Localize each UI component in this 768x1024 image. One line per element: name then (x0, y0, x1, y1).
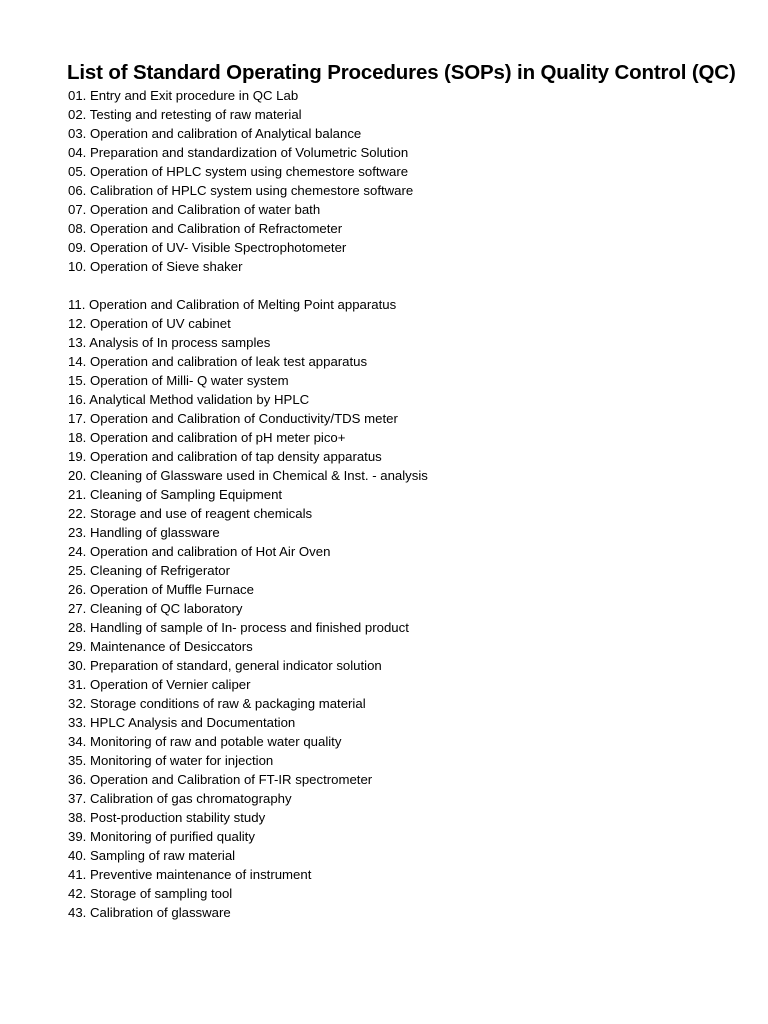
sop-list-group-2 (68, 295, 748, 922)
list-item: 15. Operation of Milli- Q water system (68, 373, 289, 388)
list-item: 43. Calibration of glassware (68, 905, 231, 920)
list-item: 12. Operation of UV cabinet (68, 316, 231, 331)
list-item: 20. Cleaning of Glassware used in Chemical & Inst. - analysis (68, 468, 428, 483)
list-item: 04. Preparation and standardization of Volumetric Solution (68, 145, 409, 160)
list-item: 03. Operation and calibration of Analytical balance (68, 126, 362, 141)
list-item: 22. Storage and use of reagent chemicals (68, 506, 313, 521)
list-item: 05. Operation of HPLC system using chemestore software (68, 164, 409, 179)
list-item: 21. Cleaning of Sampling Equipment (68, 487, 283, 502)
list-item: 14. Operation and calibration of leak test apparatus (68, 354, 368, 369)
list-item: 34. Monitoring of raw and potable water quality (68, 734, 342, 749)
list-item: 30. Preparation of standard, general indicator solution (68, 658, 382, 673)
document-title: List of Standard Operating Procedures (SOPs) in Quality Control (QC) (67, 61, 736, 84)
list-item: 08. Operation and Calibration of Refractometer (68, 221, 343, 236)
list-item: 01. Entry and Exit procedure in QC Lab (68, 88, 299, 103)
list-item: 07. Operation and Calibration of water bath (68, 202, 321, 217)
list-item: 35. Monitoring of water for injection (68, 753, 274, 768)
list-item: 28. Handling of sample of In- process and finished product (68, 620, 409, 635)
list-item: 24. Operation and calibration of Hot Air Oven (68, 544, 331, 559)
list-item: 16. Analytical Method validation by HPLC (68, 392, 310, 407)
sop-list (68, 86, 748, 922)
list-spacer (68, 276, 748, 295)
list-item: 26. Operation of Muffle Furnace (68, 582, 254, 597)
list-item: 31. Operation of Vernier caliper (68, 677, 251, 692)
list-item: 13. Analysis of In process samples (68, 335, 271, 350)
list-item: 41. Preventive maintenance of instrument (68, 867, 312, 882)
list-item: 29. Maintenance of Desiccators (68, 639, 253, 654)
list-item: 19. Operation and calibration of tap density apparatus (68, 449, 382, 464)
list-item: 23. Handling of glassware (68, 525, 220, 540)
list-item: 36. Operation and Calibration of FT-IR spectrometer (68, 772, 373, 787)
list-item: 06. Calibration of HPLC system using chemestore software (68, 183, 414, 198)
sop-list-group-1 (68, 86, 748, 276)
list-item: 11. Operation and Calibration of Melting Point apparatus (68, 297, 397, 312)
list-item: 02. Testing and retesting of raw material (68, 107, 302, 122)
list-item: 33. HPLC Analysis and Documentation (68, 715, 296, 730)
list-item: 38. Post-production stability study (68, 810, 266, 825)
list-item: 42. Storage of sampling tool (68, 886, 233, 901)
list-item: 25. Cleaning of Refrigerator (68, 563, 231, 578)
list-item: 18. Operation and calibration of pH meter pico+ (68, 430, 346, 445)
list-item: 17. Operation and Calibration of Conductivity/TDS meter (68, 411, 398, 426)
list-item: 10. Operation of Sieve shaker (68, 259, 243, 274)
list-item: 09. Operation of UV- Visible Spectrophotometer (68, 240, 347, 255)
list-item: 39. Monitoring of purified quality (68, 829, 255, 844)
list-item: 32. Storage conditions of raw & packaging material (68, 696, 366, 711)
list-item: 40. Sampling of raw material (68, 848, 236, 863)
list-item: 37. Calibration of gas chromatography (68, 791, 292, 806)
list-item: 27. Cleaning of QC laboratory (68, 601, 243, 616)
